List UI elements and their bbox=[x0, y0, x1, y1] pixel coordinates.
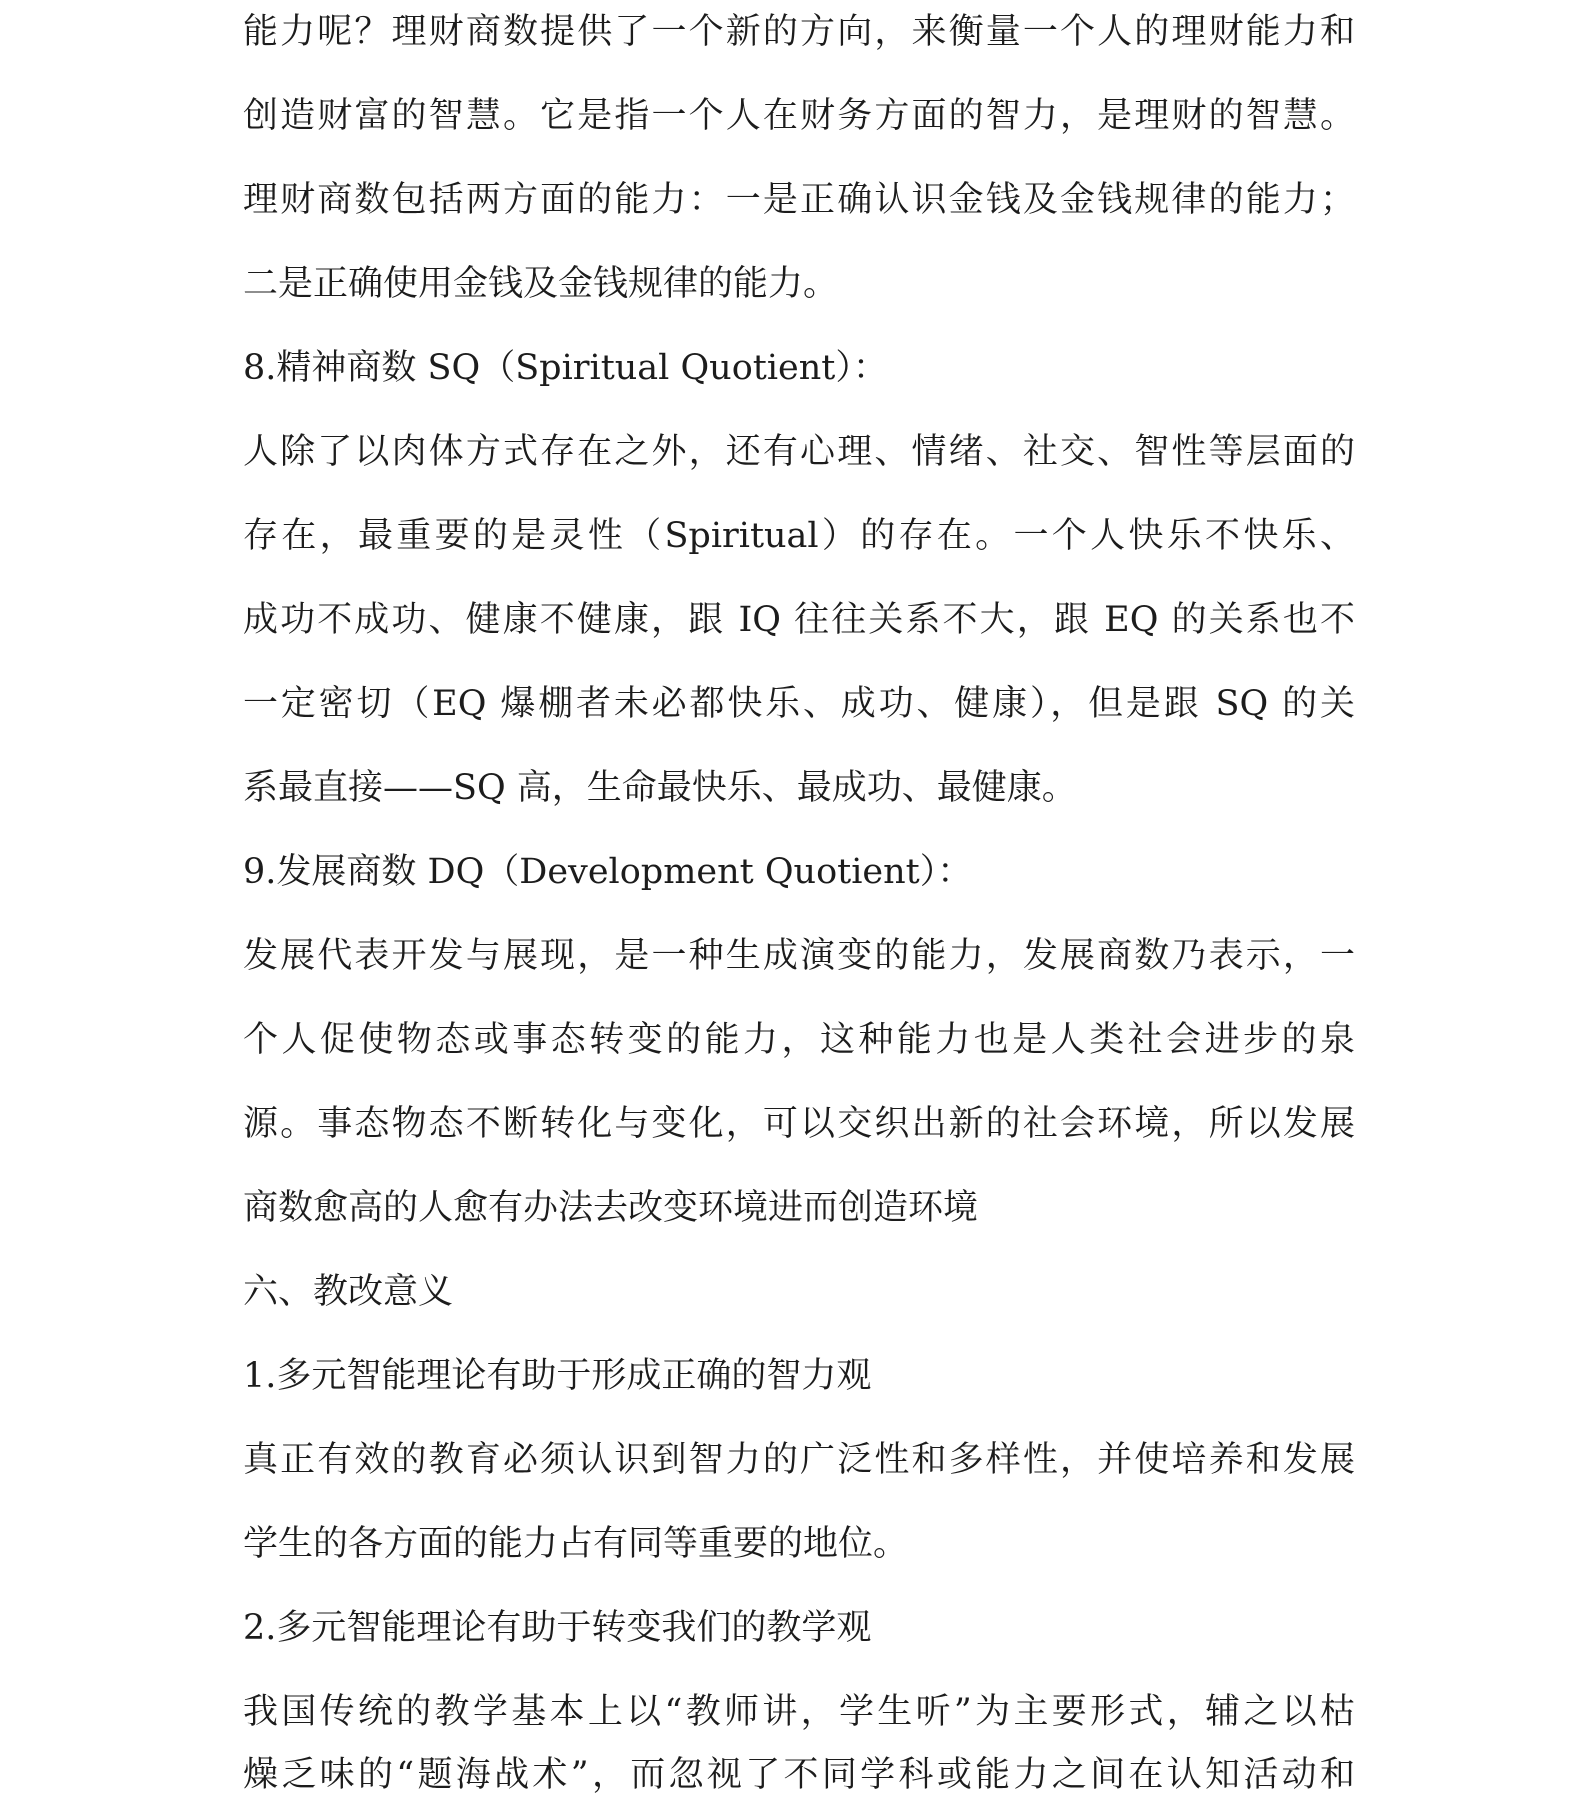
paragraph-line: 存在，最重要的是灵性（Spiritual）的存在。一个人快乐不快乐、 bbox=[243, 516, 1355, 556]
paragraph-line: 能力呢？理财商数提供了一个新的方向，来衡量一个人的理财能力和 bbox=[243, 12, 1355, 52]
paragraph-line: 真正有效的教育必须认识到智力的广泛性和多样性，并使培养和发展 bbox=[243, 1440, 1355, 1480]
paragraph-line: 发展代表开发与展现，是一种生成演变的能力，发展商数乃表示，一 bbox=[243, 936, 1355, 976]
paragraph-line: 学生的各方面的能力占有同等重要的地位。 bbox=[243, 1524, 909, 1564]
paragraph-line: 人除了以肉体方式存在之外，还有心理、情绪、社交、智性等层面的 bbox=[243, 432, 1355, 472]
paragraph-line: 商数愈高的人愈有办法去改变环境进而创造环境 bbox=[243, 1188, 979, 1228]
subsection-heading-2: 2.多元智能理论有助于转变我们的教学观 bbox=[243, 1608, 872, 1648]
paragraph-line: 创造财富的智慧。它是指一个人在财务方面的智力，是理财的智慧。 bbox=[243, 96, 1355, 136]
section-heading-sq: 8.精神商数 SQ（Spiritual Quotient）： bbox=[243, 348, 888, 388]
paragraph-line: 燥乏味的“题海战术”，而忽视了不同学科或能力之间在认知活动和 bbox=[243, 1755, 1355, 1795]
paragraph-line: 系最直接——SQ 高，生命最快乐、最成功、最健康。 bbox=[243, 768, 1077, 808]
paragraph-line: 理财商数包括两方面的能力：一是正确认识金钱及金钱规律的能力； bbox=[243, 180, 1355, 220]
subsection-heading-1: 1.多元智能理论有助于形成正确的智力观 bbox=[243, 1356, 872, 1396]
section-heading-reform: 六、教改意义 bbox=[243, 1272, 454, 1312]
paragraph-line: 一定密切（EQ 爆棚者未必都快乐、成功、健康），但是跟 SQ 的关 bbox=[243, 684, 1355, 724]
paragraph-line: 源。事态物态不断转化与变化，可以交织出新的社会环境，所以发展 bbox=[243, 1104, 1355, 1144]
paragraph-line: 我国传统的教学基本上以“教师讲，学生听”为主要形式，辅之以枯 bbox=[243, 1692, 1355, 1732]
paragraph-line: 成功不成功、健康不健康，跟 IQ 往往关系不大，跟 EQ 的关系也不 bbox=[243, 600, 1355, 640]
section-heading-dq: 9.发展商数 DQ（Development Quotient）： bbox=[243, 852, 973, 892]
paragraph-line: 个人促使物态或事态转变的能力，这种能力也是人类社会进步的泉 bbox=[243, 1020, 1355, 1060]
paragraph-line: 二是正确使用金钱及金钱规律的能力。 bbox=[243, 264, 839, 304]
